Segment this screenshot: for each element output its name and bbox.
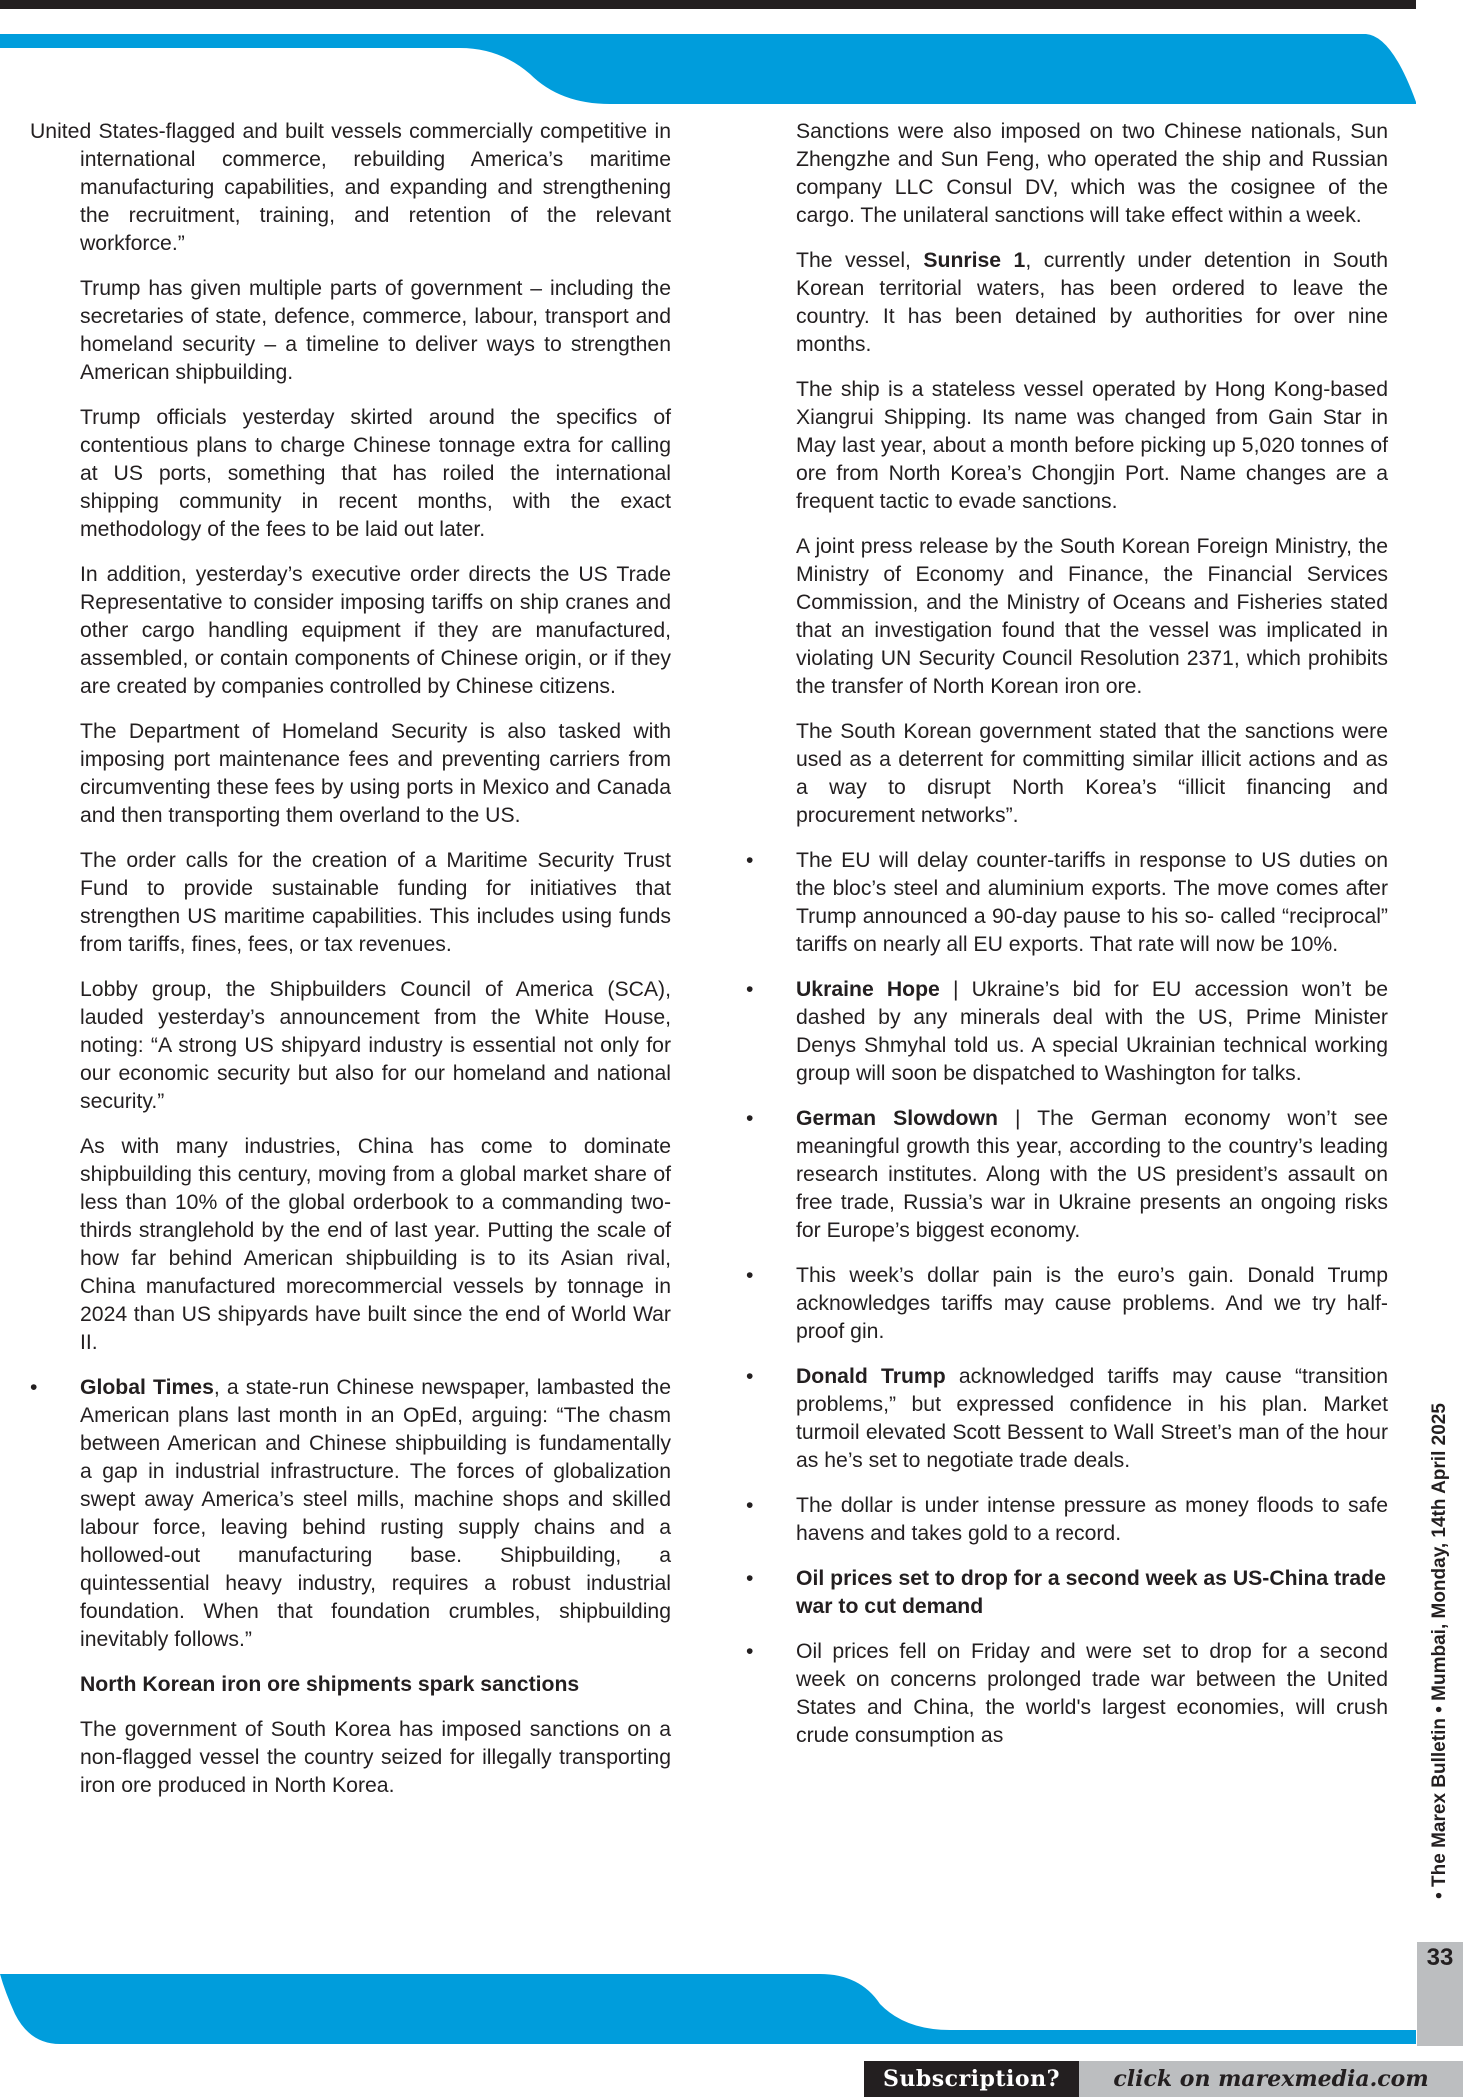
paragraph: A joint press release by the South Korean Foreign Ministry, the Ministry of Economy and Finance, the Financial Services Commission, and the Ministry of Oceans and Fisheries stated that an investigation found that the vessel was implicated in violating UN Security Council Resolution 2371, which prohibits the transfer of North Korean iron ore. <box>796 535 1388 698</box>
bullet-item <box>746 976 1388 1088</box>
left-column <box>30 118 671 1817</box>
bullet-text: , a state-run Chinese newspaper, lambasted the American plans last month in an OpEd, arguing: “The chasm between American and Chinese shipbuilding is fundamentally a gap in industrial infrastructure. The forces of globalization swept away America’s steel mills, machine shops and skilled labour force, leaving behind rusting supply chains and a hollowed-out manufacturing base. Shipbuilding, a quintessential heavy industry, requires a robust industrial foundation. When that foundation crumbles, shipbuilding inevitably follows.” <box>80 1376 671 1651</box>
bullet-dot: • <box>746 1107 754 1130</box>
bullet-text: | The German economy won’t see meaningful growth this year, according to the country’s leading research institutes. Along with the US president’s assault on free trade, Russia’s war in Ukraine presents an ongoing risks for Europe’s biggest economy. <box>796 1107 1388 1242</box>
bullet-item <box>746 1363 1388 1475</box>
bullet-dot: • <box>746 1567 754 1590</box>
bullet-item <box>746 847 1388 959</box>
bottom-blue-wave-banner <box>0 1974 1416 2044</box>
bullet-dot: • <box>746 1640 754 1663</box>
paragraph: The ship is a stateless vessel operated by Hong Kong-based Xiangrui Shipping. Its name was changed from Gain Star in May last year, about a month before picking up 5,020 tonnes of ore from North Korea’s Chongjin Port. Name changes are a frequent tactic to evade sanctions. <box>796 378 1388 513</box>
bullet-dot: • <box>746 1365 754 1388</box>
right-column <box>746 118 1388 1767</box>
bullet-lead: Ukraine Hope <box>796 978 940 1001</box>
bullet-text: This week’s dollar pain is the euro’s gain. Donald Trump acknowledges tariffs may cause problems. And we try half-proof gin. <box>796 1264 1388 1343</box>
subscription-label[interactable]: Subscription? <box>864 2061 1079 2097</box>
bullet-text: The dollar is under intense pressure as money floods to safe havens and takes gold to a record. <box>796 1494 1388 1545</box>
bullet-item <box>746 1638 1388 1750</box>
bullet-lead: German Slowdown <box>796 1107 998 1130</box>
bullet-dot: • <box>746 978 754 1001</box>
section-heading: North Korean iron ore shipments spark sanctions <box>80 1673 580 1696</box>
paragraph: Trump officials yesterday skirted around the specifics of contentious plans to charge Chinese tonnage extra for calling at US ports, something that has roiled the international shipping community in recent months, with the exact methodology of the fees to be laid out later. <box>80 406 671 541</box>
paragraph: United States-flagged and built vessels commercially competitive in international commerce, rebuilding America’s maritime manufacturing capabilities, and expanding and strengthening the recruitment, training, and retention of the relevant workforce.” <box>30 120 671 255</box>
vessel-name: Sunrise 1 <box>923 249 1026 272</box>
top-blue-wave-banner <box>0 34 1416 104</box>
bullet-text: Oil prices fell on Friday and were set to drop for a second week on concerns prolonged trade war between the United States and China, the world's largest economies, will crush crude consumption as <box>796 1640 1388 1747</box>
paragraph: In addition, yesterday’s executive order directs the US Trade Representative to consider imposing tariffs on ship cranes and other cargo handling equipment if they are manufactured, assembled, or contain components of Chinese origin, or if they are created by companies controlled by Chinese citizens. <box>80 563 671 698</box>
paragraph-text: The vessel, <box>796 249 924 272</box>
page-number: 33 <box>1426 1944 1454 1971</box>
paragraph: The government of South Korea has imposed sanctions on a non-flagged vessel the country seized for illegally transporting iron ore produced in North Korea. <box>80 1718 671 1797</box>
bullet-dot: • <box>746 1494 754 1517</box>
running-head-vertical: • The Marex Bulletin • Mumbai, Monday, 14th April 2025 <box>1429 1403 1450 1899</box>
bullet-item <box>30 1374 671 1654</box>
paragraph: Sanctions were also imposed on two Chinese nationals, Sun Zhengzhe and Sun Feng, who operated the ship and Russian company LLC Consul DV, which was the cosignee of the cargo. The unilateral sanctions will take effect within a week. <box>796 120 1388 227</box>
paragraph-text: , currently under detention in South Korean territorial waters, has been ordered to leave the country. It has been detained by authorities for over nine months. <box>796 249 1388 356</box>
top-dark-bar <box>0 0 1416 9</box>
paragraph: The Department of Homeland Security is also tasked with imposing port maintenance fees and preventing carriers from circumventing these fees by using ports in Mexico and Canada and then transporting them overland to the US. <box>80 720 671 827</box>
bullet-item <box>746 1105 1388 1245</box>
bullet-lead: Donald Trump <box>796 1365 946 1388</box>
paragraph: The order calls for the creation of a Maritime Security Trust Fund to provide sustainable funding for initiatives that strengthen US maritime capabilities. This includes using funds from tariffs, fines, fees, or tax revenues. <box>80 849 671 956</box>
bullet-text: | Ukraine’s bid for EU accession won’t be dashed by any minerals deal with the US, Prime Minister Denys Shmyhal told us. A special Ukrainian technical working group will soon be dispatched to Washington for talks. <box>796 978 1388 1085</box>
bullet-item <box>746 1262 1388 1346</box>
subscription-link[interactable]: click on marexmedia.com <box>1079 2061 1463 2097</box>
bullet-dot: • <box>30 1376 38 1399</box>
paragraph <box>746 247 1388 359</box>
paragraph: Lobby group, the Shipbuilders Council of America (SCA), lauded yesterday’s announcement from the White House, noting: “A strong US shipyard industry is essential not only for our economic security but also for our homeland and national security.” <box>80 978 671 1113</box>
bullet-lead: Global Times <box>80 1376 214 1399</box>
paragraph: As with many industries, China has come to dominate shipbuilding this century, moving from a global market share of less than 10% of the global orderbook to a commanding two-thirds stranglehold by the end of last year. Putting the scale of how far behind American shipbuilding is to its Asian rival, China manufactured morecommercial vessels by tonnage in 2024 than US shipyards have built since the end of World War II. <box>80 1135 671 1354</box>
bullet-dot: • <box>746 849 754 872</box>
bullet-lead: Oil prices set to drop for a second week as US-China trade war to cut demand <box>796 1567 1386 1618</box>
bullet-item <box>746 1565 1388 1621</box>
bullet-text: The EU will delay counter-tariffs in response to US duties on the bloc’s steel and aluminium exports. The move comes after Trump announced a 90-day pause to his so- called “reciprocal” tariffs on nearly all EU exports. That rate will now be 10%. <box>796 849 1388 956</box>
bullet-dot: • <box>746 1264 754 1287</box>
paragraph: Trump has given multiple parts of government – including the secretaries of state, defence, commerce, labour, transport and homeland security – a timeline to deliver ways to strengthen American shipbuilding. <box>80 277 671 384</box>
paragraph: The South Korean government stated that the sanctions were used as a deterrent for committing similar illicit actions and as a way to disrupt North Korea’s “illicit financing and procurement networks”. <box>796 720 1388 827</box>
bullet-text: acknowledged tariffs may cause “transition problems,” but expressed confidence in his plan. Market turmoil elevated Scott Bessent to Wall Street’s man of the hour as he’s set to negotiate trade deals. <box>796 1365 1388 1472</box>
bullet-item <box>746 1492 1388 1548</box>
